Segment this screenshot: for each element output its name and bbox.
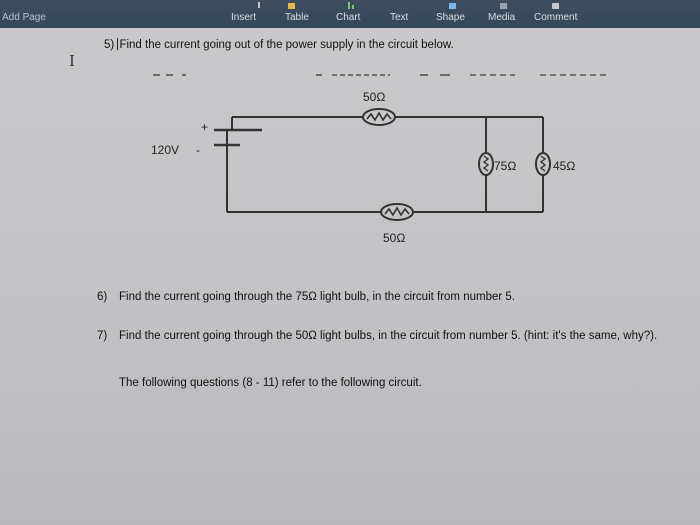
shape-button[interactable]: Shape [436,12,465,23]
supply-voltage-label: 120V [151,143,180,157]
question-7 [97,328,667,364]
parallel-resistor-2-icon [536,153,550,175]
parallel-resistor-1-icon [479,153,493,175]
bottom-resistor-icon [381,204,413,220]
question-7-text: Find the current going through the 50Ω light bulbs, in the circuit from number 5. (hint: it's the same, why?). [119,330,658,342]
add-page-button[interactable]: Add Page [2,12,46,23]
plus-sign-label: + [201,120,209,134]
insert-menu[interactable]: Insert [231,12,257,23]
question-6-text: Find the current going through the 75Ω light bulb, in the circuit from number 5. [119,291,515,303]
comment-button[interactable]: Comment [534,12,578,23]
minus-sign-label: - [196,143,200,157]
parallel-resistor-1-label: 75Ω [494,159,517,173]
question-7-number: 7) [97,330,108,342]
ibeam-cursor-icon: I [69,52,75,70]
question-5-number: 5) [104,39,115,51]
question-6-number: 6) [97,291,108,303]
text-button[interactable]: Text [390,12,409,23]
parallel-resistor-2-label: 45Ω [553,159,576,173]
table-button[interactable]: Table [285,12,309,23]
chart-button[interactable]: Chart [336,12,361,23]
media-button[interactable]: Media [488,12,516,23]
top-resistor-label: 50Ω [363,90,386,104]
question-6 [97,289,667,307]
bottom-resistor-label: 50Ω [383,231,406,245]
following-circuit-note: The following questions (8 - 11) refer to the following circuit. [119,377,422,389]
question-5-text: Find the current going out of the power supply in the circuit below. [119,39,454,51]
top-resistor-icon [363,109,395,125]
